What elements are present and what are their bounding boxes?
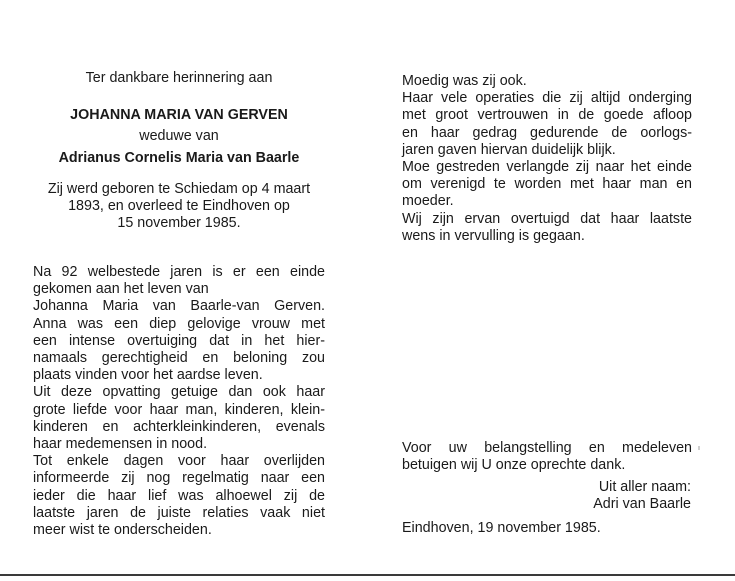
spouse-name-text: Adrianus Cornelis Maria van Baarle — [58, 150, 300, 166]
text-line: haar medemensen in nood. — [33, 436, 208, 453]
birth-line: 15 november 1985. — [117, 215, 241, 232]
intro-line — [33, 70, 325, 87]
text-line: met groot vertrouwen in de goede afloop — [402, 107, 692, 124]
text-line: grote liefde voor haar man, kinderen, klein- — [33, 401, 325, 418]
thanks-line: Voor uw belangstelling en medeleven — [402, 440, 692, 456]
text-line: moeder. — [402, 193, 454, 210]
text-line: Tot enkele dagen voor haar overlijden — [33, 453, 325, 470]
text-line: Anna was een diep gelovige vrouw met — [33, 315, 325, 332]
signature-label: Uit aller naam: — [598, 479, 691, 495]
text-line: plaats vinden voor het aardse leven. — [33, 367, 263, 384]
deceased-name — [33, 107, 325, 124]
birth-line: Zij werd geboren te Schiedam op 4 maart — [47, 181, 311, 197]
text-line: ieder die haar lief was alhoewel zij de — [33, 487, 325, 504]
place-date — [402, 520, 692, 537]
text-line: kinderen en achterkleinkinderen, evenals — [33, 418, 325, 435]
signature-name: Adri van Baarle — [593, 496, 691, 513]
relation-text: weduwe van — [139, 128, 219, 144]
biography-paragraph — [33, 264, 325, 539]
intro-text: Ter dankbare herinnering aan — [85, 70, 273, 86]
spouse-name — [33, 150, 325, 167]
print-speck — [698, 446, 700, 450]
thanks-line: betuigen wij U onze oprechte dank. — [402, 457, 626, 474]
bottom-border-line — [0, 574, 735, 576]
text-line: Wij zijn ervan overtuigd dat haar laatste — [402, 210, 692, 227]
place-date-text: Eindhoven, 19 november 1985. — [402, 520, 601, 536]
text-line: laatste jaren de juiste relaties vaak niet — [33, 504, 325, 521]
text-line: Haar vele operaties die zij altijd onderging — [402, 90, 692, 107]
text-line: en haar gedrag gedurende de oorlogs- — [402, 124, 692, 141]
text-line: Uit deze opvatting getuige dan ook haar — [33, 384, 325, 401]
text-line: informeerde zij nog regelmatig naar een — [33, 470, 325, 487]
text-line: om verenigd te worden met haar man en — [402, 176, 692, 193]
text-line: Moedig was zij ook. — [402, 73, 527, 89]
text-line: Na 92 welbestede jaren is er een einde — [33, 264, 325, 280]
birth-death-paragraph — [33, 181, 325, 233]
thanks-paragraph — [402, 440, 692, 474]
text-line: Moe gestreden verlangde zij naar het einde — [402, 159, 692, 176]
text-line: jaren gaven hiervan duidelijk blijk. — [402, 141, 616, 158]
text-line: namaals gerechtigheid en beloning zou — [33, 350, 325, 367]
courage-paragraph — [402, 73, 692, 245]
text-line: wens in vervulling is gegaan. — [402, 227, 585, 244]
text-line: een intense overtuiging dat in het hier- — [33, 332, 325, 349]
signature-block — [402, 479, 691, 513]
text-line: meer wist te onderscheiden. — [33, 522, 212, 539]
deceased-name-text: JOHANNA MARIA VAN GERVEN — [70, 107, 288, 123]
text-line: Johanna Maria van Baarle-van Gerven. — [33, 298, 325, 315]
relation-line — [33, 128, 325, 145]
birth-line: 1893, en overleed te Eindhoven op — [68, 198, 290, 215]
text-line: gekomen aan het leven van — [33, 281, 209, 298]
